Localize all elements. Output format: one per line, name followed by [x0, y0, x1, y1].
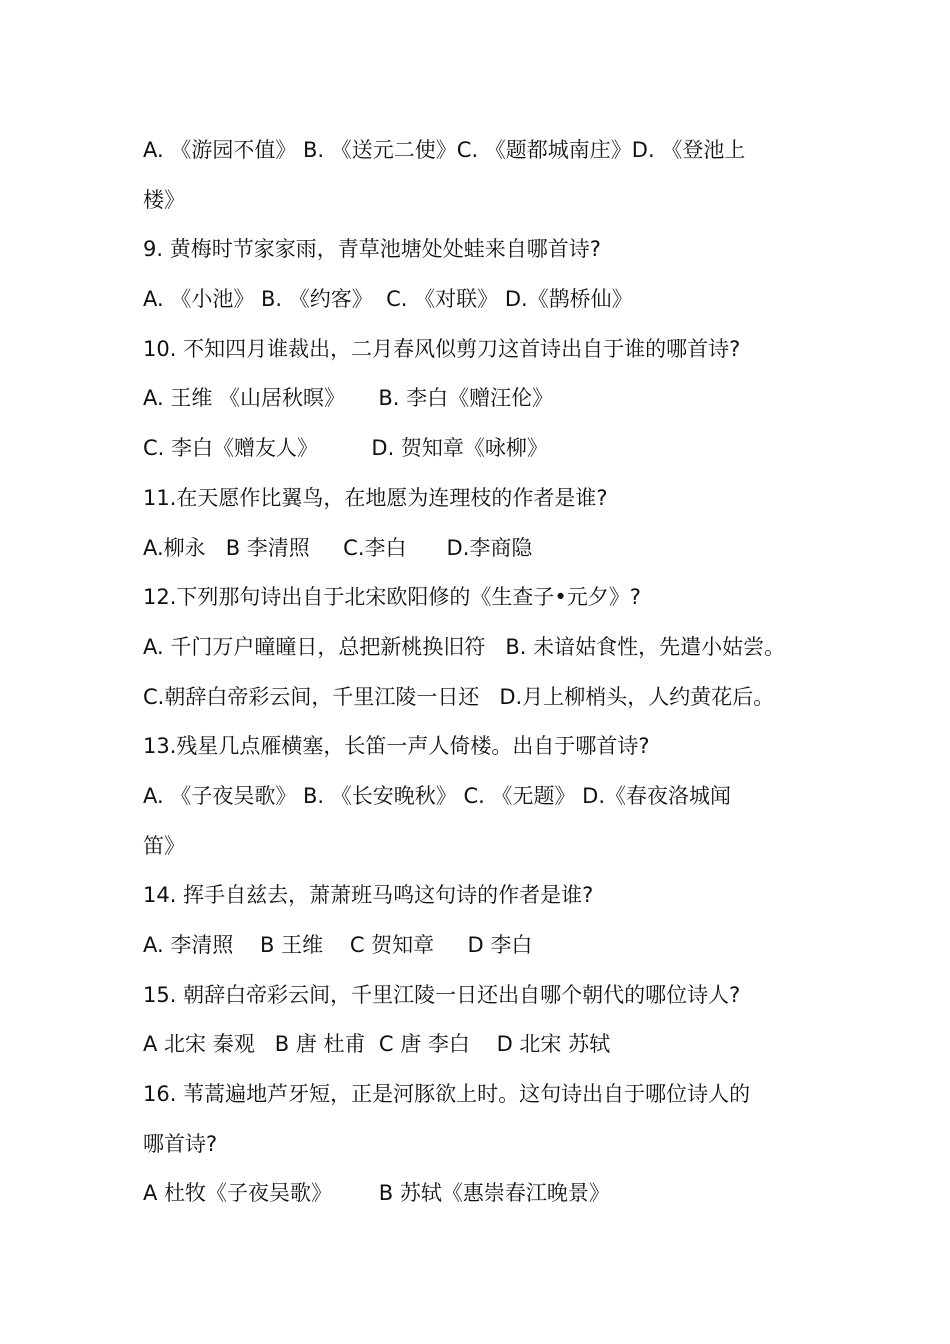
- options-line: C.朝辞白帝彩云间，千里江陵一日还 D.月上柳梢头，人约黄花后。: [143, 684, 775, 709]
- question-line: 12.下列那句诗出自于北宋欧阳修的《生查子•元夕》?: [143, 585, 641, 610]
- text-line: 楼》: [143, 187, 185, 212]
- options-line: A. 李清照 B 王维 C 贺知章 D 李白: [143, 933, 533, 957]
- options-line: A.柳永 B 李清照 C.李白 D.李商隐: [143, 535, 533, 560]
- options-line: C. 李白《赠友人》 D. 贺知章《咏柳》: [143, 436, 548, 461]
- text-line: 笛》: [143, 833, 185, 858]
- options-line: A 北宋 秦观 B 唐 杜甫 C 唐 李白 D 北宋 苏轼: [143, 1032, 611, 1057]
- options-line: A. 《小池》 B. 《约客》 C. 《对联》 D.《鹊桥仙》: [143, 287, 633, 312]
- document-body: [143, 126, 843, 1219]
- question-line: 14. 挥手自兹去，萧萧班马鸣这句诗的作者是谁?: [143, 883, 594, 908]
- options-line: A. 《子夜吴歌》 B. 《长安晚秋》 C. 《无题》 D.《春夜洛城闻: [143, 783, 731, 808]
- text-line: 哪首诗?: [143, 1131, 218, 1156]
- options-line: A 杜牧《子夜吴歌》 B 苏轼《惠崇春江晚景》: [143, 1181, 610, 1206]
- options-line: A. 千门万户曈曈日，总把新桃换旧符 B. 未谙姑食性，先遣小姑尝。: [143, 634, 786, 659]
- options-line: A. 王维 《山居秋暝》 B. 李白《赠汪伦》: [143, 386, 554, 411]
- text-line: A. 《游园不值》 B. 《送元二使》C. 《题都城南庄》D. 《登池上: [143, 138, 746, 162]
- question-line: 15. 朝辞白帝彩云间，千里江陵一日还出自哪个朝代的哪位诗人?: [143, 982, 741, 1007]
- question-line: 10. 不知四月谁裁出，二月春风似剪刀这首诗出自于谁的哪首诗?: [143, 336, 741, 361]
- question-line: 9. 黄梅时节家家雨，青草池塘处处蛙来自哪首诗?: [143, 237, 601, 262]
- question-line: 11.在天愿作比翼鸟，在地愿为连理枝的作者是谁?: [143, 485, 608, 510]
- question-line: 16. 苇蒿遍地芦牙短，正是河豚欲上时。这句诗出自于哪位诗人的: [143, 1082, 751, 1107]
- question-line: 13.残星几点雁横塞，长笛一声人倚楼。出自于哪首诗?: [143, 734, 650, 759]
